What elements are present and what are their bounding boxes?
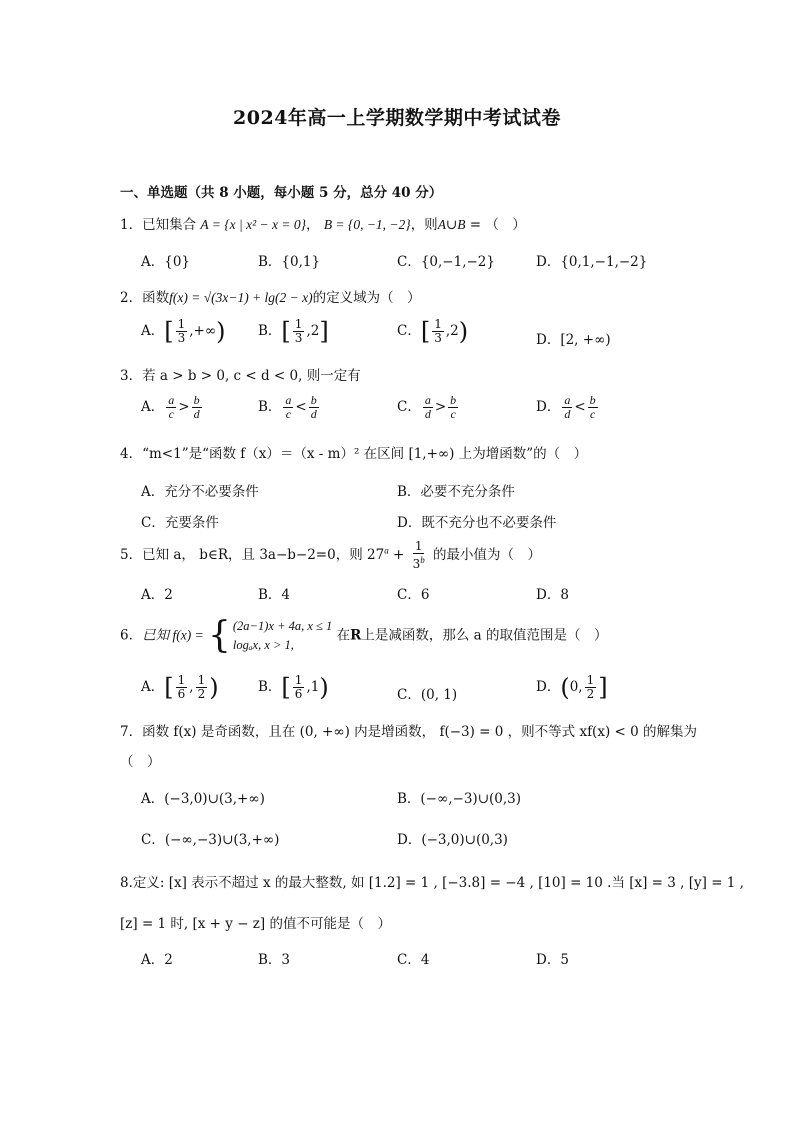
q7-text: 函数 f(x) 是奇函数，且在 (0, +∞) 内是增函数， f(−3) = 0 ，则不等式 xf(x) < 0 的解集为: [142, 724, 697, 740]
q3-option-d: [536, 394, 600, 421]
q3-d-d2: c: [589, 407, 596, 421]
q6-d-rb: ]: [598, 673, 608, 702]
q6-bold-r: R: [350, 627, 362, 644]
q3-c-label: C．: [397, 399, 421, 415]
q5-plus: +: [388, 547, 409, 563]
q2-function: f(x) = √(3x−1) + lg(2 − x): [169, 290, 313, 305]
q2-option-b: [258, 318, 329, 345]
q6-text-2: 在: [336, 627, 351, 644]
q3-b-op: <: [295, 399, 307, 415]
q6-text-1: 已知 f(x) =: [142, 627, 204, 643]
q6-brace: {: [207, 615, 231, 656]
q3-b-d2: d: [310, 407, 317, 421]
q2-b-label: B．: [258, 323, 282, 339]
q8-option-a: A．2: [141, 952, 173, 968]
q3-d-label: D．: [536, 399, 561, 415]
q6-a-lb: [: [164, 673, 174, 702]
q3-a-d1: c: [168, 407, 174, 421]
q1-option-b: B．{0,1}: [258, 254, 321, 270]
q2-option-c: [397, 318, 468, 345]
question-4: [120, 442, 587, 462]
q3-text: 若 a > b > 0, c < d < 0, 则一定有: [142, 368, 361, 384]
q5-option-b: B．4: [258, 587, 291, 603]
q1-text-1: 已知集合: [142, 217, 197, 233]
q3-c-op: >: [434, 399, 447, 415]
q2-b-den: 3: [294, 331, 303, 345]
q1-option-c: C．{0,−1,−2}: [397, 254, 495, 270]
q2-c-label: C．: [397, 323, 421, 339]
q6-piecewise: [208, 617, 332, 655]
q2-b-num: 1: [294, 317, 303, 331]
q5-number: 5．: [120, 547, 143, 563]
question-5: [120, 540, 541, 571]
q1-sep: ，: [306, 217, 320, 233]
q6-a-rb: ): [209, 673, 219, 702]
q3-number: 3．: [120, 368, 143, 384]
q2-a-rb: ): [216, 317, 226, 346]
q3-a-n1: a: [168, 393, 175, 407]
question-6: [120, 617, 607, 655]
q3-c-d2: c: [450, 407, 456, 421]
q6-d-d1: 2: [586, 687, 595, 701]
q4-number: 4．: [120, 446, 143, 462]
q2-b-rb: ]: [319, 317, 329, 346]
q6-d-head: 0,: [569, 679, 583, 695]
q1-option-a: A．{0}: [141, 254, 191, 270]
q5-den: 3: [412, 557, 421, 571]
q8-number: 8.: [120, 875, 133, 891]
q6-b-n1: 1: [294, 673, 303, 687]
q2-a-lb: [: [164, 317, 174, 346]
q1-option-d: D．{0,1,−1,−2}: [536, 254, 648, 270]
q6-d-lb: (: [560, 673, 570, 702]
q3-a-op: >: [178, 399, 190, 415]
q2-d-text: [2, +∞): [560, 332, 611, 348]
q3-d-n2: b: [589, 393, 596, 407]
q2-text-2: 的定义域为（ ）: [312, 290, 421, 306]
q6-option-c: [397, 683, 457, 703]
q4-option-a: A．充分不必要条件: [141, 484, 259, 500]
q4-text: “m<1”是“函数 f（x）＝（x - m）² 在区间 [1,+∞) 上为增函数”的（ ）: [142, 446, 588, 462]
q7-option-c: C．(−∞,−3)∪(3,+∞): [141, 832, 280, 848]
q3-a-d2: d: [193, 407, 200, 421]
q3-d-n1: a: [564, 393, 571, 407]
q6-d-n1: 1: [586, 673, 595, 687]
q2-a-den: 3: [177, 331, 186, 345]
q8-line-1: 定义: [x] 表示不超过 x 的最大整数, 如 [1.2] = 1 , [−3.8] = −4 , [10] = 10 .当 [x] = 3 , [y] = 1 ,: [132, 875, 744, 891]
q6-text-3: 上是减函数，那么 a 的取值范围是（ ）: [361, 627, 608, 644]
q1-number: 1．: [120, 217, 143, 233]
q6-d-label: D．: [536, 679, 561, 695]
q3-option-b: [258, 394, 321, 421]
q6-b-tail: ,1: [306, 679, 320, 695]
q6-b-label: B．: [258, 679, 282, 695]
q2-option-d: [536, 328, 611, 348]
q7-option-a: A．(−3,0)∪(3,+∞): [141, 791, 265, 807]
q4-option-d: D．既不充分也不必要条件: [397, 515, 557, 531]
q5-text-1: 已知 a， b∈R，且 3a−b−2=0，则 27: [142, 547, 385, 563]
q8-option-b: B．3: [258, 952, 291, 968]
q1-set-b: B = {0, −1, −2}: [323, 217, 411, 232]
q5-exp: a: [384, 545, 389, 556]
q2-b-lb: [: [281, 317, 291, 346]
q4-option-c: C．充要条件: [141, 515, 219, 531]
q2-a-label: A．: [141, 323, 165, 339]
page-title: 2024年高一上学期数学期中考试试卷: [233, 107, 561, 129]
q6-b-lb: [: [281, 673, 291, 702]
q7-number: 7．: [120, 724, 143, 740]
q3-c-n1: a: [424, 393, 431, 407]
q6-option-b: [258, 674, 329, 701]
q2-d-label: D．: [536, 332, 561, 348]
q7-option-d: D．(−3,0)∪(0,3): [397, 832, 508, 848]
q6-b-d1: 6: [294, 687, 303, 701]
q3-d-op: <: [574, 399, 586, 415]
q3-a-label: A．: [141, 399, 165, 415]
q2-text-1: 函数: [142, 290, 170, 306]
q1-text-2: ，则: [410, 217, 438, 233]
q4-option-b: B．必要不充分条件: [397, 484, 515, 500]
q6-a-n2: 1: [197, 673, 206, 687]
q2-c-den: 3: [434, 331, 442, 345]
q2-a-num: 1: [177, 317, 186, 331]
q6-option-a: A．[ $\frac{1}{6}$ , $\frac{1}{2}$ ): [141, 673, 219, 702]
q1-text-3: = （ ）: [465, 217, 526, 233]
q5-den-exp: b: [420, 555, 425, 565]
q3-b-label: B．: [258, 399, 282, 415]
q2-c-rb: ): [458, 317, 469, 346]
q2-option-a: [141, 318, 226, 345]
q5-text-2: 的最小值为（ ）: [428, 547, 542, 563]
q7-paren: （ ）: [120, 754, 161, 770]
q3-c-d1: d: [424, 407, 431, 421]
q2-c-lb: [: [420, 317, 431, 346]
q5-option-c: C．6: [397, 587, 430, 603]
q5-num: 1: [414, 539, 423, 553]
q6-a-d1: 6: [177, 687, 186, 701]
q2-number: 2．: [120, 290, 143, 306]
q3-option-a: [141, 394, 204, 421]
q3-option-c: [397, 394, 460, 421]
q8-option-c: C．4: [397, 952, 430, 968]
q6-c-text: (0, 1): [420, 687, 458, 703]
q3-c-n2: b: [450, 393, 457, 407]
q3-b-n2: b: [310, 393, 317, 407]
q6-b-rb: ): [319, 673, 329, 702]
q6-a-n1: 1: [177, 673, 186, 687]
q7-option-b: B．(−∞,−3)∪(0,3): [397, 791, 522, 807]
q3-b-n1: a: [285, 393, 292, 407]
q3-b-d1: c: [285, 407, 292, 421]
q1-set-a: A = {x | x² − x = 0}: [200, 217, 307, 232]
q8-line-2: [z] = 1 时, [x + y − z] 的值不可能是（ ）: [120, 916, 391, 932]
q5-option-d: D．8: [536, 587, 569, 603]
question-1: [120, 213, 526, 233]
question-7: [120, 720, 697, 740]
q6-row-2: logₐx, x > 1,: [232, 638, 294, 652]
q8-option-d: D．5: [536, 952, 569, 968]
q6-number: 6．: [120, 627, 143, 644]
q3-a-n2: b: [193, 393, 200, 407]
q3-d-d1: d: [564, 407, 571, 421]
q6-c-label: C．: [397, 687, 421, 703]
q1-expr: A∪B: [437, 217, 466, 232]
q2-c-rest: ,2: [445, 323, 459, 339]
q2-a-rest: ,+∞: [189, 323, 217, 339]
q6-a-d2: 2: [197, 687, 206, 701]
q6-a-label: A．: [141, 679, 165, 695]
q6-row-1: (2a−1)x + 4a, x ≤ 1: [232, 619, 333, 633]
question-2: [120, 286, 421, 306]
q6-option-d: [536, 674, 608, 701]
q2-b-rest: ,2: [306, 323, 320, 339]
q2-c-num: 1: [434, 317, 442, 331]
section-heading: 一、单选题（共 8 小题，每小题 5 分，总分 40 分）: [120, 185, 443, 201]
question-8: [120, 871, 744, 891]
q5-option-a: A．2: [141, 587, 173, 603]
question-3: [120, 364, 361, 384]
